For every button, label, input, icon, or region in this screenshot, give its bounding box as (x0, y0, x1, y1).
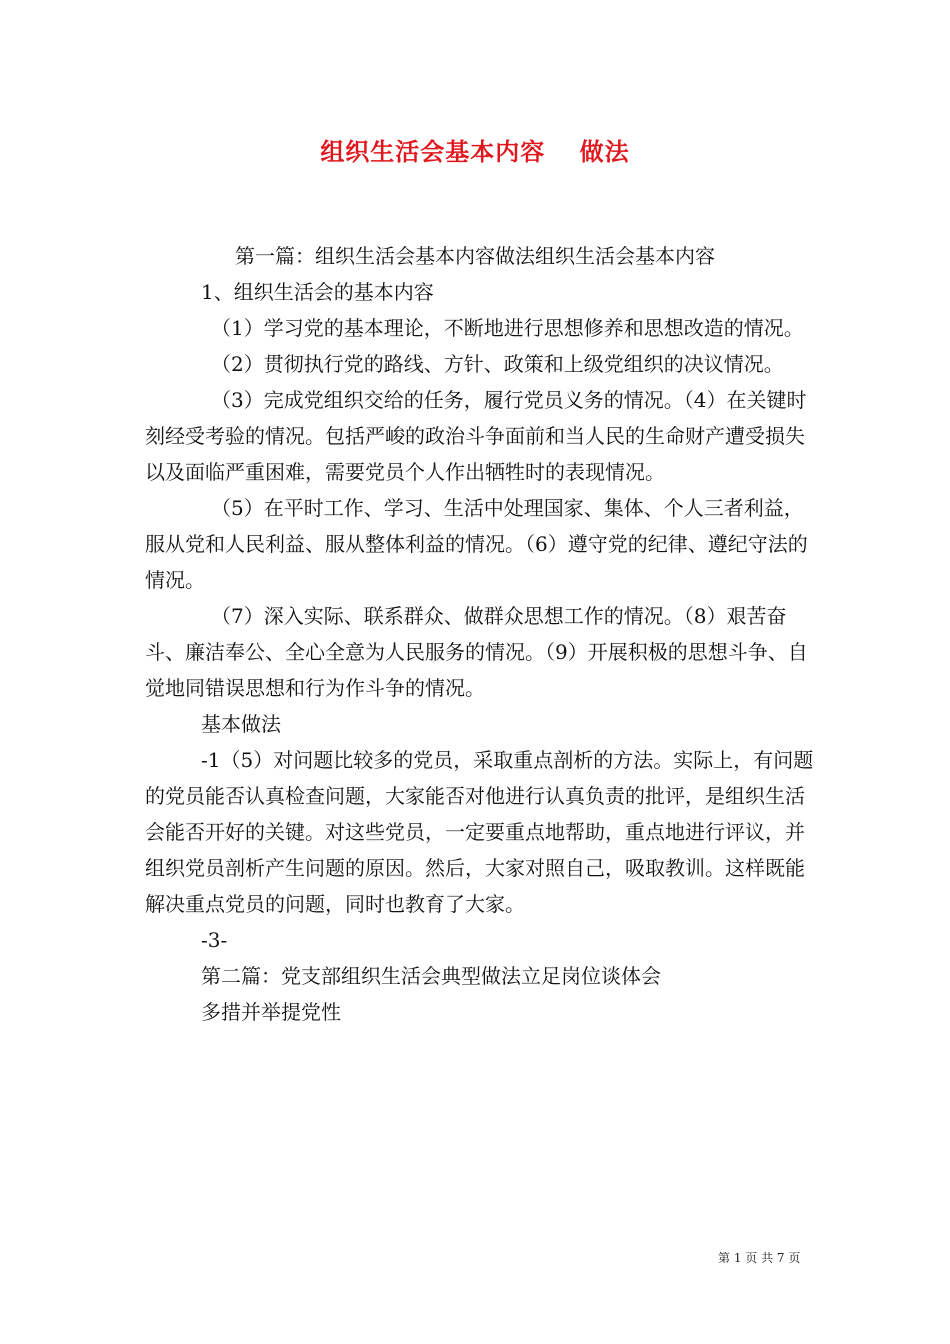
page-title: 组织生活会基本内容 做法 (320, 137, 630, 166)
inline-page-number: -3- (201, 928, 228, 952)
paragraph-item-1: （1）学习党的基本理论，不断地进行思想修养和思想改造的情况。 (211, 316, 804, 340)
paragraph-item-5-6: （5）在平时工作、学习、生活中处理国家、集体、个人三者利益，服从党和人民利益、服从整体利益的情况。（6）遵守党的纪律、遵纪守法的情况。 (145, 496, 808, 592)
section-heading-second-cont: 多措并举提党性 (201, 1000, 341, 1024)
paragraph-item-7-9: （7）深入实际、联系群众、做群众思想工作的情况。（8）艰苦奋斗、廉洁奉公、全心全意为人民服务的情况。（9）开展积极的思想斗争、自觉地同错误思想和行为作斗争的情况。 (145, 604, 808, 700)
page-indicator: 第 1 页 共 7 页 (718, 1251, 801, 1265)
section-heading-first: 第一篇：组织生活会基本内容做法组织生活会基本内容 (235, 244, 715, 268)
paragraph-item-3-4: （3）完成党组织交给的任务，履行党员义务的情况。（4）在关键时刻经受考验的情况。包括严峻的政治斗争面前和当人民的生命财产遭受损失以及面临严重困难，需要党员个人作出牺牲时的表现情况。 (145, 388, 807, 484)
paragraph-item-2: （2）贯彻执行党的路线、方针、政策和上级党组织的决议情况。 (211, 352, 784, 376)
section-heading-second: 第二篇：党支部组织生活会典型做法立足岗位谈体会 (201, 964, 661, 988)
subheading-basic-method: 基本做法 (201, 712, 281, 736)
paragraph-method: -1（5）对问题比较多的党员，采取重点剖析的方法。实际上，有问题的党员能否认真检查问题，大家能否对他进行认真负责的批评，是组织生活会能否开好的关键。对这些党员，一定要重点地帮助，重点地进行评议，并组织党员剖析产生问题的原因。然后，大家对照自己，吸取教训。这样既能解决重点党员的问题，同时也教育了大家。 (145, 748, 814, 916)
subheading-basic-content: 1、组织生活会的基本内容 (201, 280, 434, 304)
document-body (145, 238, 815, 1030)
